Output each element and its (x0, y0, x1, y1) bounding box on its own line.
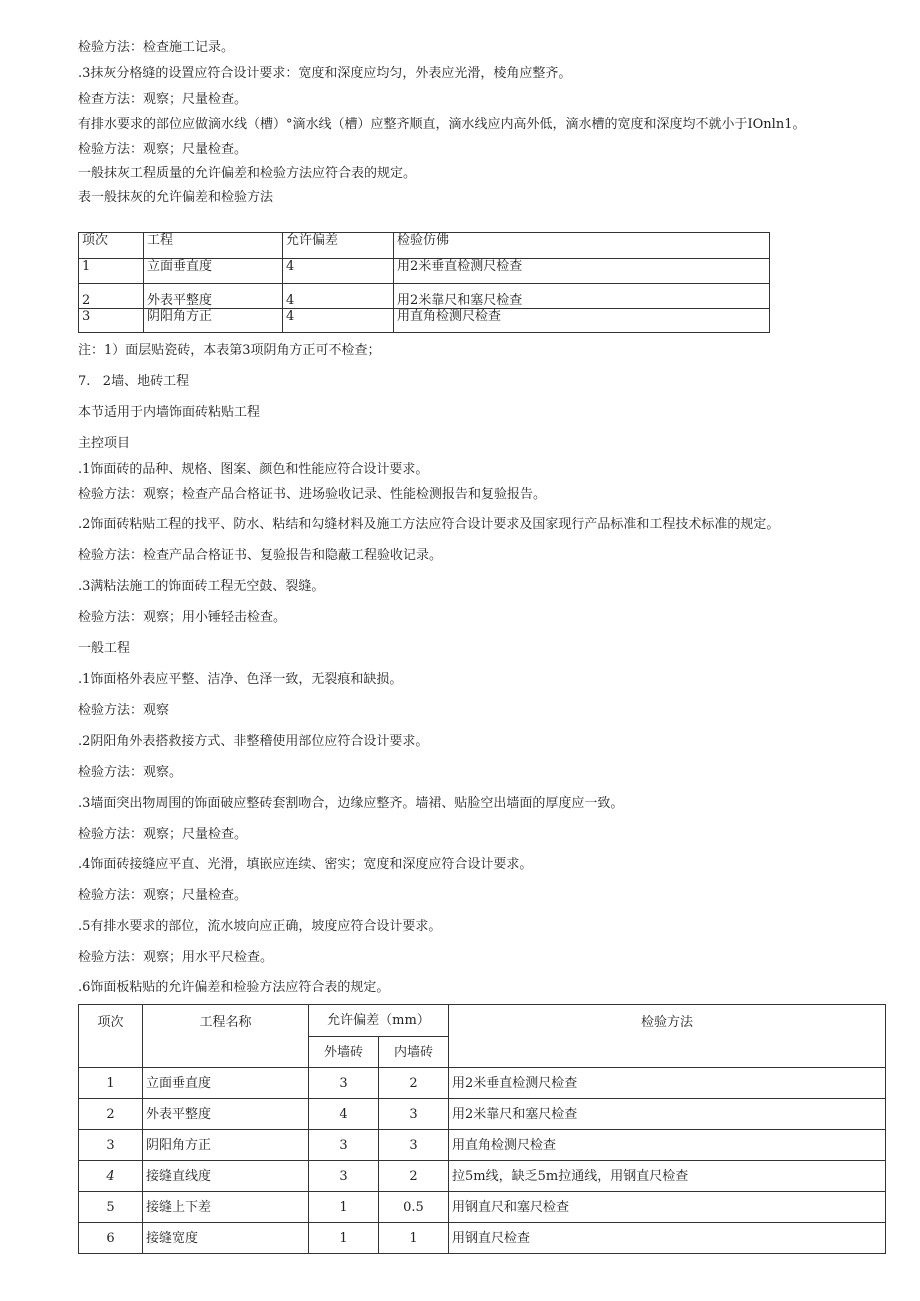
cell: 1 (79, 1068, 143, 1099)
table-note: 注：1）面层贴瓷砖，本表第3项阴角方正可不检查； (78, 343, 381, 358)
cell: 4 (283, 259, 394, 284)
text-line: 检验方法：观察；用水平尺检查。 (78, 950, 274, 965)
text-line: 检验方法：检查产品合格证书、复验报告和隐蔽工程验收记录。 (78, 548, 443, 563)
section-heading: 7. 2墙、地砖工程 (78, 374, 190, 389)
text-line: .1饰面砖的品种、规格、图案、颜色和性能应符合设计要求。 (78, 462, 429, 477)
table-row (79, 1130, 886, 1161)
text-line: 检验方法：观察；尺量检查。 (78, 827, 248, 842)
cell: 4 (79, 1161, 143, 1192)
cell: 外表平整度 (143, 1099, 309, 1130)
cell: 用2米靠尺和塞尺检查 (449, 1099, 886, 1130)
cell: 阴阳角方正 (144, 309, 283, 333)
text-line: 本节适用于内墙饰面砖粘贴工程 (78, 405, 261, 420)
cell: 3 (309, 1068, 379, 1099)
cell: 2 (79, 1099, 143, 1130)
cell: 外表平整度 (144, 284, 283, 309)
text-line: .3满粘法施工的饰面砖工程无空鼓、裂缝。 (78, 579, 325, 594)
header-cell-no: 项次 (79, 1005, 143, 1068)
cell: 6 (79, 1223, 143, 1254)
table-row (79, 1099, 886, 1130)
cell: 用2米靠尺和塞尺检查 (394, 284, 770, 309)
text-line: .6饰面板粘贴的允许偏差和检验方法应符合表的规定。 (78, 980, 390, 995)
tile-deviation-table (78, 1004, 886, 1254)
header-cell: 项次 (79, 233, 144, 259)
cell: 4 (309, 1099, 379, 1130)
cell: 1 (79, 259, 144, 284)
cell: 1 (309, 1223, 379, 1254)
cell: 用直角检测尺检查 (449, 1130, 886, 1161)
text-line: 一般抹灰工程质量的允许偏差和检验方法应符合表的规定。 (78, 166, 417, 181)
text-line: 检验方法：观察；尺量检查。 (78, 142, 248, 157)
text-line: .1饰面格外表应平整、洁净、色泽一致，无裂痕和缺损。 (78, 672, 403, 687)
cell: 立面垂直度 (143, 1068, 309, 1099)
cell: 2 (379, 1068, 449, 1099)
cell: 2 (79, 284, 144, 309)
table-row (79, 284, 770, 309)
table-caption: 表一般抹灰的允许偏差和检验方法 (78, 190, 274, 205)
header-cell: 工程 (144, 233, 283, 259)
table-row (79, 1161, 886, 1192)
cell: 用直角检测尺检查 (394, 309, 770, 333)
header-cell-deviation: 允许偏差（mm） (309, 1005, 449, 1037)
header-cell-inner-wall: 内墙砖 (379, 1037, 449, 1068)
header-cell-name: 工程名称 (143, 1005, 309, 1068)
cell: 接缝宽度 (143, 1223, 309, 1254)
text-line: .2阴阳角外表搭救接方式、非整稽使用部位应符合设计要求。 (78, 734, 429, 749)
text-line: 检验方法：观察；用小锤轻击检查。 (78, 610, 287, 625)
table-header-row (79, 1005, 886, 1037)
table-row (79, 309, 770, 333)
cell: 立面垂直度 (144, 259, 283, 284)
text-line: 检验方法：观察；尺量检查。 (78, 888, 248, 903)
cell: 4 (283, 284, 394, 309)
cell: 3 (79, 309, 144, 333)
header-cell-method: 检验方法 (449, 1005, 886, 1068)
header-cell-outer-wall: 外墙砖 (309, 1037, 379, 1068)
text-line: .5有排水要求的部位，流水坡向应正确，坡度应符合设计要求。 (78, 919, 442, 934)
table-header-row (79, 233, 770, 259)
text-line: 检验方法：观察 (78, 703, 170, 718)
text-line: 检验方法：检查施工记录。 (78, 40, 235, 55)
text-line: .3抹灰分格缝的设置应符合设计要求：宽度和深度应均匀，外表应光滑，棱角应整齐。 (78, 66, 572, 81)
header-cell: 检验仿佛 (394, 233, 770, 259)
text-line: .3墙面突出物周围的饰面破应整砖套割吻合，边缘应整齐。墙裙、贴脸空出墙面的厚度应一致。 (78, 796, 624, 811)
cell: 阴阳角方正 (143, 1130, 309, 1161)
cell: 用钢直尺和塞尺检查 (449, 1192, 886, 1223)
cell: 3 (379, 1099, 449, 1130)
subsection-heading: 主控项目 (78, 436, 131, 451)
cell: 用2米垂直检测尺检查 (394, 259, 770, 284)
cell: 1 (309, 1192, 379, 1223)
cell: 接缝直线度 (143, 1161, 309, 1192)
cell: 接缝上下差 (143, 1192, 309, 1223)
table-row (79, 259, 770, 284)
text-line: .2饰面砖粘贴工程的找平、防水、粘结和勾缝材料及施工方法应符合设计要求及国家现行产品标准和工程技术标准的规定。 (78, 517, 780, 532)
cell: 3 (309, 1130, 379, 1161)
cell: 拉5m线，缺乏5m拉通线，用钢直尺检查 (449, 1161, 886, 1192)
text-line: .4饰面砖接缝应平直、光滑，填嵌应连续、密实；宽度和深度应符合设计要求。 (78, 857, 533, 872)
text-line: 检验方法：观察。 (78, 765, 183, 780)
header-cell: 允许偏差 (283, 233, 394, 259)
table-row (79, 1223, 886, 1254)
cell: 3 (379, 1130, 449, 1161)
table-row (79, 1068, 886, 1099)
cell: 1 (379, 1223, 449, 1254)
cell: 用钢直尺检查 (449, 1223, 886, 1254)
cell: 3 (79, 1130, 143, 1161)
table-row (79, 1192, 886, 1223)
subsection-heading: 一般工程 (78, 641, 131, 656)
cell: 4 (283, 309, 394, 333)
plaster-deviation-table (78, 232, 770, 333)
text-line: 检查方法：观察；尺量检查。 (78, 92, 248, 107)
cell: 用2米垂直检测尺检查 (449, 1068, 886, 1099)
cell: 5 (79, 1192, 143, 1223)
text-line: 有排水要求的部位应做滴水线（槽）°滴水线（槽）应整齐顺直，滴水线应内高外低，滴水槽的宽度和深度均不就小于IOnln1。 (78, 117, 806, 132)
cell: 0.5 (379, 1192, 449, 1223)
cell: 2 (379, 1161, 449, 1192)
cell: 3 (309, 1161, 379, 1192)
text-line: 检验方法：观察；检查产品合格证书、进场验收记录、性能检测报告和复验报告。 (78, 487, 547, 502)
